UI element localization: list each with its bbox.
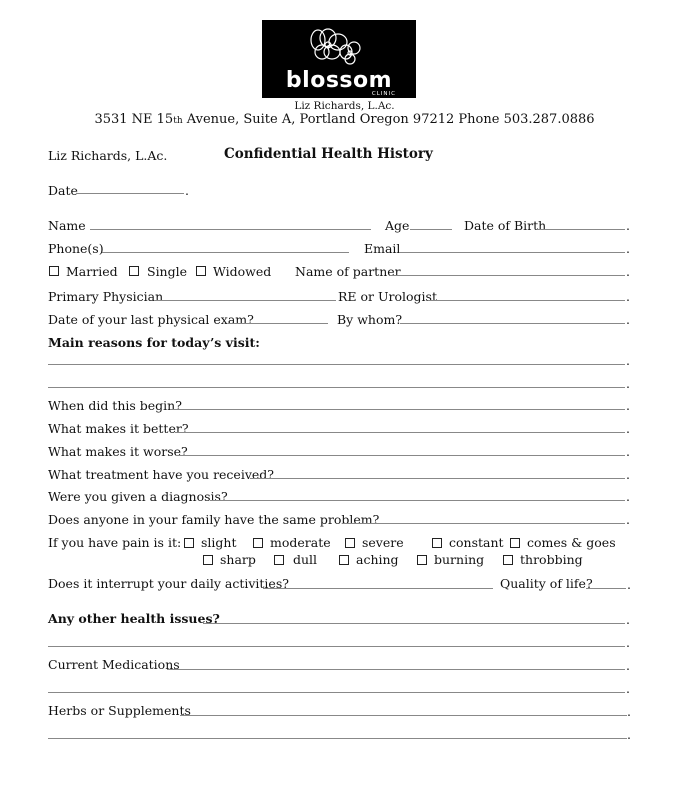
name-label: Name xyxy=(48,218,86,233)
medications-label: Current Medications xyxy=(48,657,180,672)
herbs-field-1[interactable] xyxy=(180,715,627,716)
dob-period: . xyxy=(626,218,630,233)
by-whom-period: . xyxy=(626,312,630,327)
clinic-logo xyxy=(262,20,416,98)
begin-period: . xyxy=(626,398,630,413)
quality-period: . xyxy=(627,577,631,592)
pain-slight-checkbox[interactable] xyxy=(184,538,194,548)
main-reasons-field-1[interactable] xyxy=(48,364,625,365)
date-label: Date xyxy=(48,183,78,198)
address-start: 3531 NE 15 xyxy=(94,112,174,127)
single-checkbox[interactable] xyxy=(129,266,139,276)
herbs-label: Herbs or Supplements xyxy=(48,703,191,718)
married-label: Married xyxy=(66,264,118,279)
pain-burning-label: burning xyxy=(434,552,485,567)
pain-sharp-label: sharp xyxy=(220,552,256,567)
medications-period-1: . xyxy=(626,658,630,673)
name-field[interactable] xyxy=(90,229,371,230)
email-label: Email xyxy=(364,241,401,256)
logo-subtitle: CLINIC xyxy=(371,91,396,97)
herbs-period-1: . xyxy=(627,704,631,719)
address-rest: Avenue, Suite A, Portland Oregon 97212 Phone 503.287.0886 xyxy=(182,112,595,127)
other-issues-field-2[interactable] xyxy=(48,646,625,647)
pain-throbbing-checkbox[interactable] xyxy=(503,555,513,565)
worse-label: What makes it worse? xyxy=(48,444,188,459)
other-issues-period-1: . xyxy=(626,612,630,627)
pain-aching-checkbox[interactable] xyxy=(339,555,349,565)
family-label: Does anyone in your family have the same problem? xyxy=(48,512,380,527)
pain-dull-checkbox[interactable] xyxy=(274,555,284,565)
blossom-flower-icon xyxy=(288,26,388,72)
pain-dull-label: dull xyxy=(293,552,318,567)
main-reasons-period-1: . xyxy=(626,353,630,368)
quality-field[interactable] xyxy=(586,588,626,589)
re-urologist-field[interactable] xyxy=(428,300,625,301)
last-exam-label: Date of your last physical exam? xyxy=(48,312,254,327)
pain-slight-label: slight xyxy=(201,535,237,550)
pain-severe-checkbox[interactable] xyxy=(345,538,355,548)
married-checkbox[interactable] xyxy=(49,266,59,276)
by-whom-label: By whom? xyxy=(337,312,403,327)
other-issues-period-2: . xyxy=(626,635,630,650)
treatment-period: . xyxy=(626,467,630,482)
pain-burning-checkbox[interactable] xyxy=(417,555,427,565)
quality-label: Quality of life? xyxy=(500,576,593,591)
worse-period: . xyxy=(626,444,630,459)
pain-constant-checkbox[interactable] xyxy=(432,538,442,548)
phone-field[interactable] xyxy=(102,252,349,253)
diagnosis-label: Were you given a diagnosis? xyxy=(48,489,228,504)
pain-constant-label: constant xyxy=(449,535,504,550)
pain-label: If you have pain is it: xyxy=(48,535,182,550)
pain-moderate-label: moderate xyxy=(270,535,331,550)
herbs-field-2[interactable] xyxy=(48,738,627,739)
primary-physician-field[interactable] xyxy=(155,300,336,301)
begin-label: When did this begin? xyxy=(48,398,182,413)
dob-field[interactable] xyxy=(537,229,625,230)
partner-field[interactable] xyxy=(390,275,625,276)
urologist-period: . xyxy=(626,289,630,304)
pain-severe-label: severe xyxy=(362,535,404,550)
single-label: Single xyxy=(147,264,188,279)
logo-wordmark: blossom xyxy=(285,68,393,93)
re-urologist-label: RE or Urologist xyxy=(338,289,437,304)
pain-comes-goes-checkbox[interactable] xyxy=(510,538,520,548)
medications-period-2: . xyxy=(626,681,630,696)
last-exam-field[interactable] xyxy=(228,323,328,324)
treatment-label: What treatment have you received? xyxy=(48,467,274,482)
medications-field-1[interactable] xyxy=(167,669,625,670)
better-label: What makes it better? xyxy=(48,421,189,436)
better-period: . xyxy=(626,421,630,436)
worse-field[interactable] xyxy=(176,455,625,456)
by-whom-field[interactable] xyxy=(400,323,625,324)
diagnosis-period: . xyxy=(626,489,630,504)
primary-physician-label: Primary Physician xyxy=(48,289,164,304)
pain-comes-goes-label: comes & goes xyxy=(527,535,616,550)
header-address xyxy=(0,112,689,127)
interrupt-field[interactable] xyxy=(263,588,493,589)
age-label: Age xyxy=(385,218,410,233)
main-reasons-field-2[interactable] xyxy=(48,387,625,388)
date-period: . xyxy=(185,183,189,198)
pain-throbbing-label: throbbing xyxy=(520,552,583,567)
widowed-checkbox[interactable] xyxy=(196,266,206,276)
header-practitioner: Liz Richards, L.Ac. xyxy=(294,100,395,112)
dob-label: Date of Birth xyxy=(464,218,547,233)
widowed-label: Widowed xyxy=(213,264,272,279)
better-field[interactable] xyxy=(175,432,625,433)
page-title: Confidential Health History xyxy=(224,146,433,162)
medications-field-2[interactable] xyxy=(48,692,625,693)
treatment-field[interactable] xyxy=(250,478,625,479)
date-field[interactable] xyxy=(76,193,184,194)
pain-aching-label: aching xyxy=(356,552,399,567)
partner-period: . xyxy=(626,264,630,279)
main-reasons-period-2: . xyxy=(626,376,630,391)
begin-field[interactable] xyxy=(170,409,625,410)
partner-label: Name of partner xyxy=(295,264,401,279)
family-field[interactable] xyxy=(342,523,625,524)
address-sup: th xyxy=(173,116,183,126)
other-issues-field-1[interactable] xyxy=(203,623,625,624)
family-period: . xyxy=(626,512,630,527)
email-period: . xyxy=(626,241,630,256)
phone-label: Phone(s) xyxy=(48,241,104,256)
pain-sharp-checkbox[interactable] xyxy=(203,555,213,565)
form-practitioner: Liz Richards, L.Ac. xyxy=(48,148,168,163)
diagnosis-field[interactable] xyxy=(210,500,625,501)
age-field[interactable] xyxy=(410,229,452,230)
main-reasons-label: Main reasons for today’s visit: xyxy=(48,335,260,350)
herbs-period-2: . xyxy=(627,727,631,742)
pain-moderate-checkbox[interactable] xyxy=(253,538,263,548)
email-field[interactable] xyxy=(399,252,625,253)
interrupt-label: Does it interrupt your daily activities? xyxy=(48,576,289,591)
other-issues-label: Any other health issues? xyxy=(48,611,220,626)
